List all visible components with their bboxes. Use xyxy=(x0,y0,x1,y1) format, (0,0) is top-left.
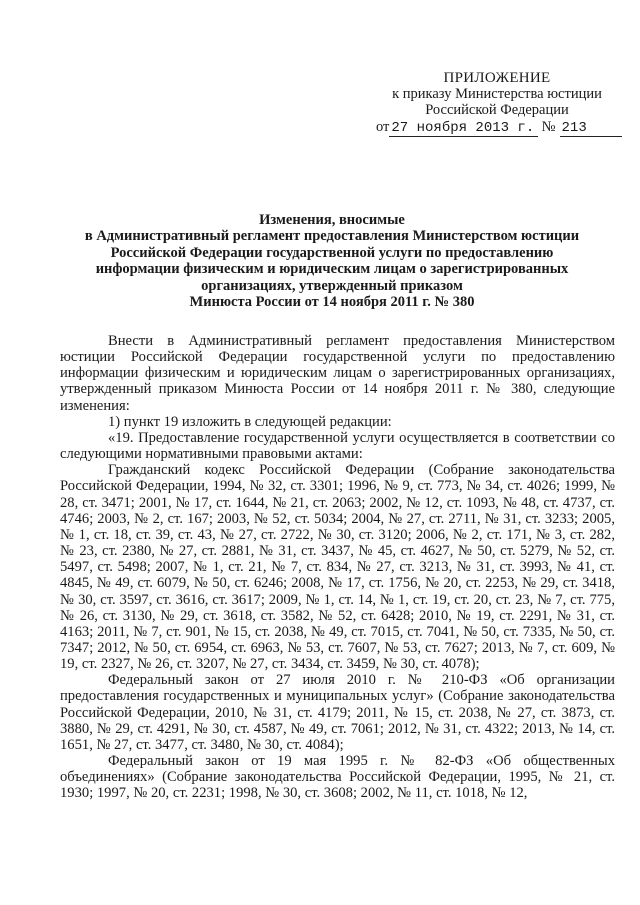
appendix-order-line: к приказу Министерства юстиции xyxy=(392,86,602,102)
title-line: информации физическим и юридическим лицам о зарегистрированных xyxy=(95,261,569,278)
appendix-header xyxy=(372,70,622,137)
law-210-paragraph: Федеральный закон от 27 июля 2010 г. № 210-ФЗ «Об организации предоставления государственных и муниципальных услуг» (Собрание законодательства Российской Федерации, 2010, № 31, ст. 4179; 2011, № 15, ст. 2038, № 27, ст. 3873, ст. 3880, № 29, ст. 4291, № 30, ст. 4587, № 49, ст. 7061; 2012, № 31, ст. 4322; 2013, № 14, ст. 1651, № 27, ст. 3477, ст. 3480, № 30, ст. 4084); xyxy=(60,672,615,753)
quote-paragraph: «19. Предоставление государственной услуги осуществляется в соответствии со следующими нормативными правовыми актами: xyxy=(60,429,615,463)
order-date-line xyxy=(376,119,622,137)
number-sign: № xyxy=(541,119,556,135)
document-body xyxy=(60,333,615,802)
document-title xyxy=(60,212,604,310)
appendix-title: ПРИЛОЖЕНИЕ xyxy=(443,70,551,86)
title-line: Минюста России от 14 ноября 2011 г. № 380 xyxy=(189,294,475,311)
intro-paragraph: Внести в Административный регламент предоставления Министерством юстиции Российской Федерации государственной услуги по предоставлению информации физическим и юридическим лицам о зарегистрированных организациях, утвержденный приказом Минюста России от 14 ноября 2011 г. № 380, следующие изменения: xyxy=(60,333,615,414)
title-line: Российской Федерации государственной услуги по предоставлению xyxy=(110,244,554,261)
civil-code-paragraph: Гражданский кодекс Российской Федерации (Собрание законодательства Российской Федерации, 1994, № 32, ст. 3301; 1996, № 9, ст. 773, № 34, ст. 4026; 1999, № 28, ст. 3471; 2001, № 17, ст. 1644, № 21, ст. 2063; 2002, № 12, ст. 1093, № 48, ст. 4737, ст. 4746; 2003, № 2, ст. 167; 2003, № 52, ст. 5034; 2004, № 27, ст. 2711, № 31, ст. 3233; 2005, № 1, ст. 18, ст. 39, ст. 43, № 27, ст. 2722, № 30, ст. 3120; 2006, № 2, ст. 171, № 3, ст. 282, № 23, ст. 2380, № 27, ст. 2881, № 31, ст. 3437, № 45, ст. 4627, № 50, ст. 5279, № 52, ст. 5497, ст. 5498; 2007, № 1, ст. 21, № 7, ст. 834, № 27, ст. 3213, № 31, ст. 3993, № 41, ст. 4845, № 49, ст. 6079, № 50, ст. 6246; 2008, № 17, ст. 1756, № 20, ст. 2253, № 29, ст. 3418, № 30, ст. 3597, ст. 3616, ст. 3617; 2009, № 1, ст. 14, № 1, ст. 19, ст. 20, ст. 23, № 7, ст. 775, № 26, ст. 3130, № 29, ст. 3618, ст. 3582, № 52, ст. 6428; 2010, № 19, ст. 2291, № 31, ст. 4163; 2011, № 7, ст. 901, № 15, ст. 2038, № 49, ст. 7015, ст. 7041, № 50, ст. 7335, № 50, ст. 7347; 2012, № 50, ст. 6954, ст. 6963, № 53, ст. 7607, № 53, ст. 7627; 2013, № 7, ст. 609, № 19, ст. 2327, № 26, ст. 3207, № 27, ст. 3434, ст. 3459, № 30, ст. 4078); xyxy=(60,462,615,673)
item-1-paragraph: 1) пункт 19 изложить в следующей редакции: xyxy=(108,413,392,430)
title-line: в Административный регламент предоставления Министерством юстиции xyxy=(84,228,580,245)
title-line: Изменения, вносимые xyxy=(259,212,405,228)
date-prefix: от xyxy=(376,119,390,135)
title-line: организациях, утвержденный приказом xyxy=(201,277,463,294)
order-date: 27 ноября 2013 г. xyxy=(389,120,537,137)
law-82-paragraph: Федеральный закон от 19 мая 1995 г. № 82-ФЗ «Об общественных объединениях» (Собрание законодательства Российской Федерации, 1995, № 21, ст. 1930; 1997, № 20, ст. 2231; 1998, № 30, ст. 3608; 2002, № 11, ст. 1018, № 12, xyxy=(60,753,615,802)
order-number: 213 xyxy=(560,120,622,137)
appendix-authority-line: Российской Федерации xyxy=(425,102,569,118)
